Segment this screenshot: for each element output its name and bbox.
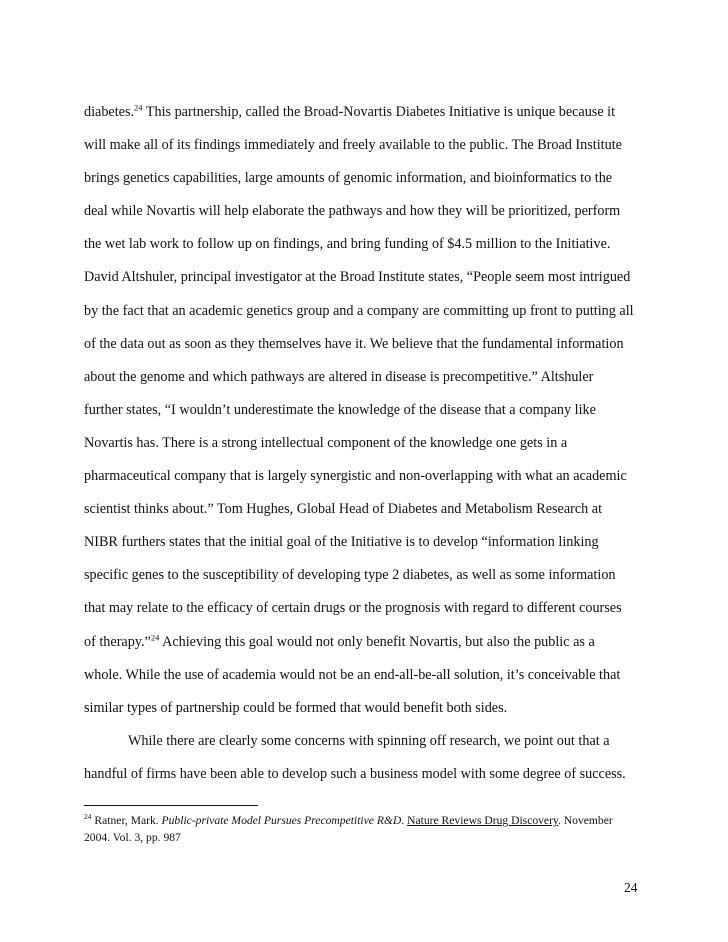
footnote-line: 2004. Vol. 3, pp. 987 (84, 831, 181, 844)
text-line: about the genome and which pathways are altered in disease is precompetitive.” Altshuler (84, 368, 594, 385)
footnote-ref: 24 (134, 102, 143, 113)
text-line: similar types of partnership could be formed that would benefit both sides. (84, 699, 508, 716)
footnote-author: Ratner, Mark. (91, 814, 162, 827)
text-line: brings genetics capabilities, large amounts of genomic information, and bioinformatics to the (84, 170, 613, 187)
footnote-ref: 24 (150, 631, 160, 642)
text-line: will make all of its findings immediately and freely available to the public. The Broad Institute (84, 137, 622, 154)
text-line: whole. While the use of academia would not be an end-all-be-all solution, it’s conceivable that (84, 666, 621, 683)
text-line: by the fact that an academic genetics group and a company are committing up front to putting all (84, 302, 634, 319)
text-line: scientist thinks about.” Tom Hughes, Global Head of Diabetes and Metabolism Research at (84, 501, 603, 518)
text-segment: This partnership, called the Broad-Novartis Diabetes Initiative is unique because it (142, 104, 616, 120)
text-segment: Achieving this goal would not only benefit Novartis, but also the public as a (159, 633, 595, 650)
text-line: of the data out as soon as they themselves have it. We believe that the fundamental information (84, 335, 624, 352)
text-line (84, 96, 656, 129)
footnote (84, 812, 656, 846)
footnote-number: 24 (84, 812, 92, 822)
footnote-title: Public-private Model Pursues Precompetitive R&D (161, 814, 402, 827)
text-line: David Altshuler, principal investigator at the Broad Institute states, “People seem most intrigued (84, 269, 631, 286)
text-line: NIBR furthers states that the initial goal of the Initiative is to develop “information linking (84, 534, 599, 551)
body-text (84, 96, 656, 791)
text-line: pharmaceutical company that is largely synergistic and non-overlapping with what an academic (84, 468, 627, 485)
text-segment: . (401, 814, 408, 827)
text-line: further states, “I wouldn’t underestimate the knowledge of the disease that a company like (84, 401, 596, 418)
text-segment: of therapy.” (84, 633, 151, 650)
page-number: 24 (624, 880, 638, 895)
footnote-journal: Nature Reviews Drug Discovery (407, 814, 558, 827)
paragraph-first-line: While there are clearly some concerns with spinning off research, we point out that a (128, 732, 610, 749)
text-line: deal while Novartis will help elaborate the pathways and how they will be prioritized, perform (84, 203, 621, 220)
text-line: that may relate to the efficacy of certain drugs or the prognosis with regard to different courses (84, 600, 622, 617)
text-line: specific genes to the susceptibility of developing type 2 diabetes, as well as some information (84, 567, 616, 584)
text-line: Novartis has. There is a strong intellectual component of the knowledge one gets in a (84, 434, 568, 451)
text-segment: diabetes. (84, 104, 135, 120)
footnote-separator (84, 805, 258, 806)
text-segment: . November (557, 814, 613, 827)
text-line (84, 626, 656, 659)
text-line: the wet lab work to follow up on findings, and bring funding of $4.5 million to the Initiative. (84, 236, 611, 253)
text-line: handful of firms have been able to develop such a business model with some degree of success. (84, 765, 626, 782)
footnote-line (84, 812, 656, 829)
